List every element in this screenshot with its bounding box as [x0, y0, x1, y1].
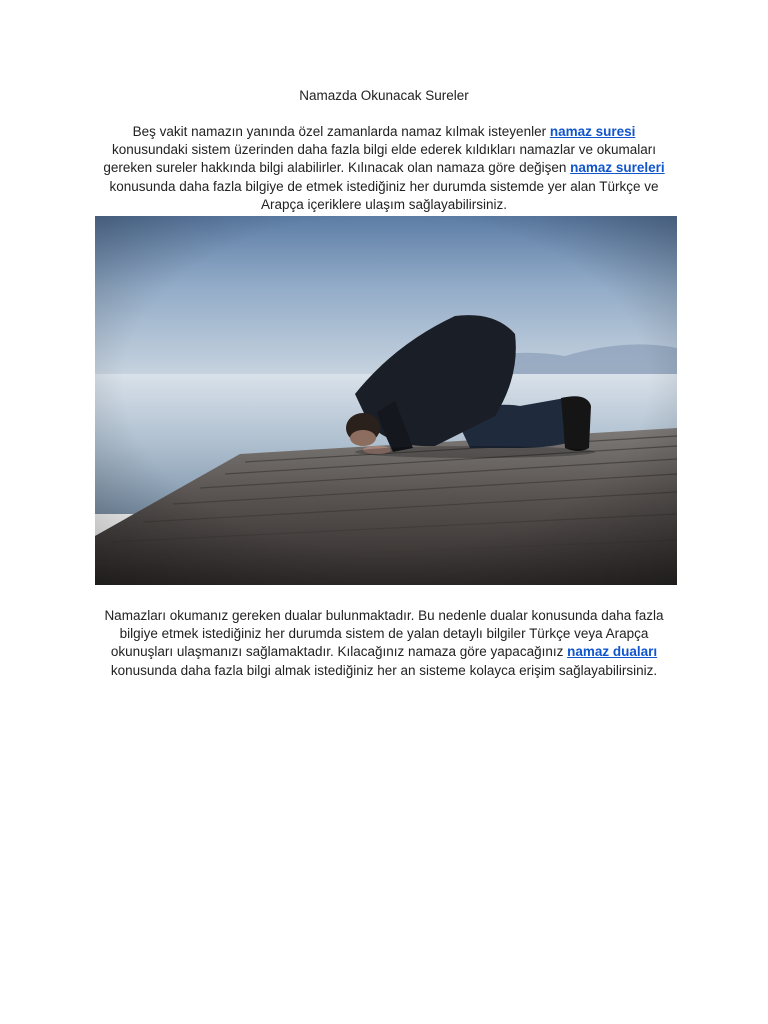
praying-man-photo	[95, 216, 677, 585]
namaz-dualari-link[interactable]: namaz duaları	[567, 644, 658, 660]
intro-text-c: konusunda daha fazla bilgiye de etmek istediğiniz her durumda sistemde yer alan Türkçe ve Arapça içeriklere ulaşım sağlayabilirsiniz.	[109, 178, 659, 212]
dualar-text-a: Namazları okumanız gereken dualar bulunmaktadır. Bu nedenle dualar konusunda daha fazla bilgiye etmek istediğiniz her durumda sistem de yalan detaylı bilgiler Türkçe veya Arapça okunuşları ulaşmanızı sağlamaktadır. Kılacağınız namaza göre yapacağınız	[104, 608, 664, 660]
document-title: Namazda Okunacak Sureler	[299, 88, 469, 103]
intro-text-a: Beş vakit namazın yanında özel zamanlarda namaz kılmak isteyenler	[132, 124, 550, 139]
namaz-suresi-link[interactable]: namaz suresi	[549, 124, 636, 139]
intro-text-b: konusundaki sistem üzerinden daha fazla bilgi elde ederek kıldıkları namazlar ve okumaları gereken sureler hakkında bilgi alabilirler. Kılınacak olan namaza göre değişen	[103, 142, 657, 176]
dualar-text-b: konusunda daha fazla bilgi almak istediğiniz her an sisteme kolayca erişim sağlayabilirsiniz.	[110, 662, 658, 678]
namaz-sureleri-link[interactable]: namaz sureleri	[570, 160, 665, 176]
dualar-paragraph	[96, 607, 672, 680]
intro-paragraph	[96, 123, 672, 214]
